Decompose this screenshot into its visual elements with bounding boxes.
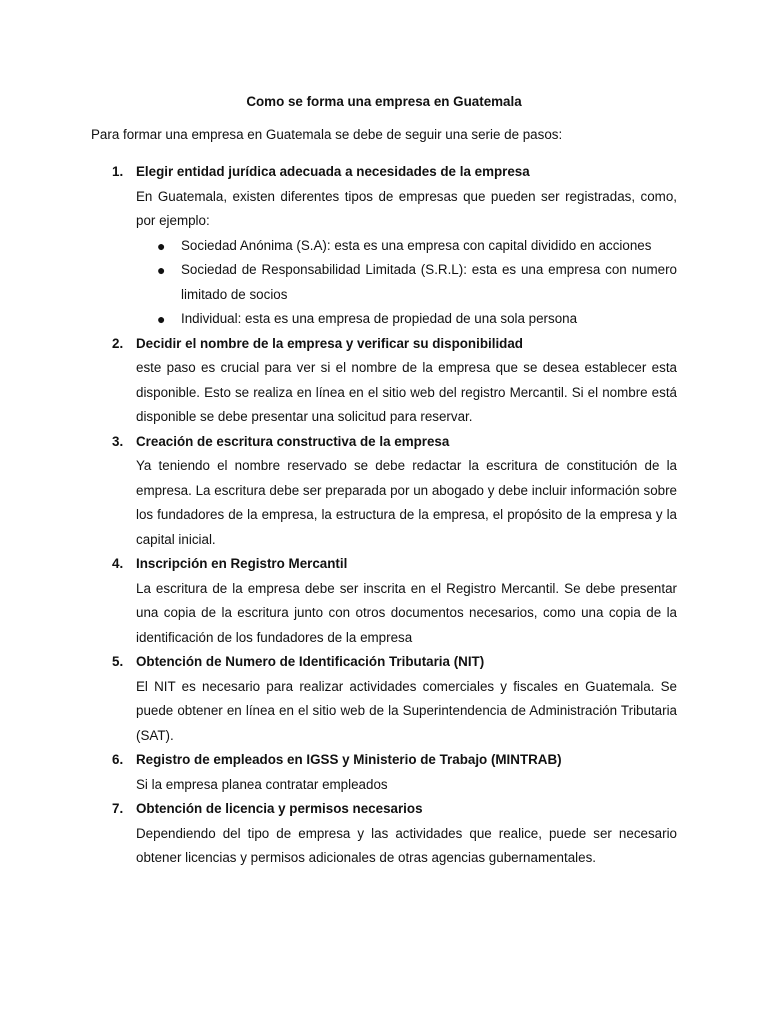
step-title: Elegir entidad jurídica adecuada a necesidades de la empresa [136, 164, 530, 179]
step-item [91, 650, 677, 748]
step-item [91, 797, 677, 871]
step-number: 3. [112, 433, 124, 449]
entity-types-list [136, 234, 677, 332]
step-description: este paso es crucial para ver si el nombre de la empresa que se desea establecer esta disponible. Esto se realiza en línea en el sitio web del registro Mercantil. Si el nombre está disponible se debe presentar una solicitud para reservar. [136, 360, 677, 424]
steps-list [91, 160, 677, 871]
step-description: La escritura de la empresa debe ser inscrita en el Registro Mercantil. Se debe presentar una copia de la escritura junto con otros documentos necesarios, como una copia de la identificación de los fundadores de la empresa [136, 580, 677, 645]
step-item [91, 430, 677, 553]
step-description: Dependiendo del tipo de empresa y las actividades que realice, puede ser necesario obtener licencias y permisos adicionales de otras agencias gubernamentales. [136, 825, 677, 865]
step-title: Obtención de licencia y permisos necesarios [136, 801, 423, 816]
step-number: 5. [112, 654, 124, 669]
list-item [136, 258, 677, 307]
step-number: 6. [112, 752, 124, 767]
document-title: Como se forma una empresa en Guatemala [246, 94, 522, 109]
step-title: Registro de empleados en IGSS y Ministerio de Trabajo (MINTRAB) [136, 752, 562, 767]
step-item [91, 332, 677, 430]
step-title: Inscripción en Registro Mercantil [136, 556, 348, 571]
step-description: Si la empresa planea contratar empleados [136, 776, 388, 792]
bullet-text: Sociedad Anónima (S.A): esta es una empresa con capital dividido en acciones [181, 237, 652, 253]
bullet-icon: ● [157, 311, 166, 327]
step-number: 4. [112, 556, 124, 571]
step-title: Decidir el nombre de la empresa y verificar su disponibilidad [136, 335, 523, 351]
step-number: 1. [112, 164, 124, 179]
step-title: Creación de escritura constructiva de la empresa [136, 433, 450, 449]
step-description: El NIT es necesario para realizar actividades comerciales y fiscales en Guatemala. Se puede obtener en línea en el sitio web de la Superintendencia de Administración Tributaria (SAT). [136, 678, 677, 743]
document-intro: Para formar una empresa en Guatemala se debe de seguir una serie de pasos: [91, 127, 563, 142]
step-item [91, 748, 677, 797]
step-description: Ya teniendo el nombre reservado se debe redactar la escritura de constitución de la empresa. La escritura debe ser preparada por un abogado y debe incluir información sobre los fundadores de la empresa, la estructura de la empresa, el propósito de la empresa y la capital inicial. [136, 458, 677, 547]
step-description: En Guatemala, existen diferentes tipos de empresas que pueden ser registradas, como, por ejemplo: [136, 188, 677, 228]
bullet-text: Individual: esta es una empresa de propiedad de una sola persona [181, 311, 578, 326]
bullet-icon: ● [157, 237, 166, 254]
bullet-icon: ● [157, 262, 166, 278]
step-number: 2. [112, 335, 124, 351]
step-title: Obtención de Numero de Identificación Tributaria (NIT) [136, 654, 485, 669]
step-item [91, 552, 677, 650]
step-item [91, 160, 677, 332]
list-item [136, 234, 677, 259]
bullet-text: Sociedad de Responsabilidad Limitada (S.R.L): esta es una empresa con numero limitado de socios [181, 262, 677, 302]
list-item [136, 307, 677, 332]
step-number: 7. [112, 801, 124, 816]
